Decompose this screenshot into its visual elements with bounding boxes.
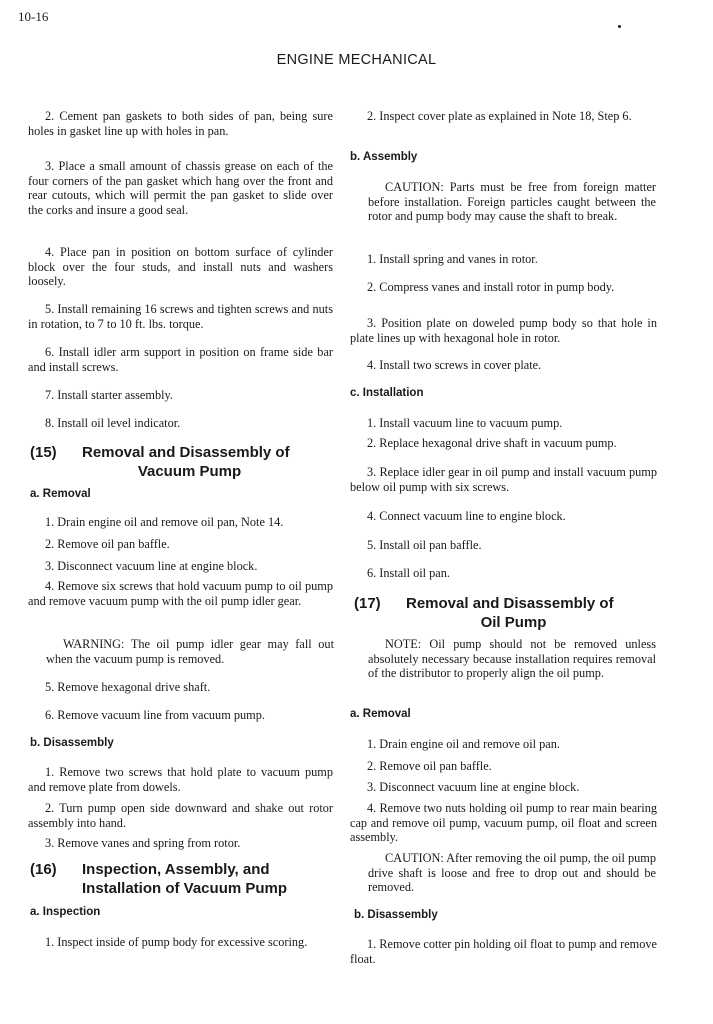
section-title-line2: Installation of Vacuum Pump [82,880,288,897]
paragraph: 1. Remove cotter pin holding oil float to pump and remove float. [350,937,657,966]
paragraph: 4. Place pan in position on bottom surface of cylinder block over the four studs, and install nuts and washers loosely. [28,245,333,289]
paragraph: 4. Install two screws in cover plate. [367,358,542,372]
section-heading-15 [30,443,297,481]
page-title: ENGINE MECHANICAL [276,52,437,68]
section-number: (15) [30,444,57,461]
paragraph: 1. Drain engine oil and remove oil pan. [367,737,560,751]
paragraph: 1. Install spring and vanes in rotor. [367,252,538,266]
speck [618,25,621,28]
paragraph: 4. Remove six screws that hold vacuum pump to oil pump and remove vacuum pump with the oil pump idler gear. [28,579,333,608]
section-heading-16 [30,860,287,898]
paragraph: 3. Replace idler gear in oil pump and install vacuum pump below oil pump with six screws. [350,465,657,494]
section-title-line1: Inspection, Assembly, and [82,861,270,878]
paragraph: 5. Install remaining 16 screws and tighten screws and nuts in rotation, to 7 to 10 ft. lbs. torque. [28,302,333,331]
subheading: a. Removal [350,708,411,720]
paragraph: 4. Connect vacuum line to engine block. [367,509,566,523]
paragraph: 6. Install oil pan. [367,566,450,580]
subheading: b. Disassembly [354,909,438,921]
section-title-line1: Removal and Disassembly of [406,595,614,612]
subheading: a. Removal [30,488,91,500]
section-title-line2: Vacuum Pump [137,463,242,480]
section-heading-17 [354,594,621,632]
section-number: (16) [30,861,57,878]
paragraph: 6. Install idler arm support in position on frame side bar and install screws. [28,345,333,374]
note-text: NOTE: Oil pump should not be removed unless absolutely necessary because installation requires removal of the distributor to properly align the oil pump. [368,637,656,681]
paragraph: 3. Remove vanes and spring from rotor. [45,836,241,850]
subheading: a. Inspection [30,906,101,918]
paragraph: 1. Remove two screws that hold plate to vacuum pump and remove plate from dowels. [28,765,333,794]
paragraph: 8. Install oil level indicator. [45,416,181,430]
paragraph: 2. Inspect cover plate as explained in Note 18, Step 6. [367,109,632,123]
paragraph: 2. Replace hexagonal drive shaft in vacuum pump. [367,436,617,450]
paragraph: 6. Remove vacuum line from vacuum pump. [45,708,265,722]
paragraph: 2. Turn pump open side downward and shake out rotor assembly into hand. [28,801,333,830]
paragraph: 2. Compress vanes and install rotor in pump body. [367,280,615,294]
paragraph: 3. Position plate on doweled pump body so that hole in plate lines up with hexagonal hole in rotor. [350,316,657,345]
paragraph: 1. Install vacuum line to vacuum pump. [367,416,563,430]
paragraph: 2. Cement pan gaskets to both sides of pan, being sure holes in gasket line up with holes in pan. [28,109,333,138]
paragraph: 3. Place a small amount of chassis grease on each of the four corners of the pan gasket which hang over the front and rear cutouts, which will permit the pan gasket to slide over the corks and insure a good seal. [28,159,333,217]
paragraph: 4. Remove two nuts holding oil pump to rear main bearing cap and remove oil pump, vacuum pump, oil float and screen assembly. [350,801,657,845]
caution-note [350,180,656,224]
warning-note [28,637,334,666]
paragraph: 1. Inspect inside of pump body for excessive scoring. [45,935,308,949]
caution-text: CAUTION: After removing the oil pump, the oil pump drive shaft is loose and free to drop out and should be removed. [368,851,656,895]
subheading: b. Assembly [350,151,418,163]
section-number: (17) [354,595,381,612]
warning-text: WARNING: The oil pump idler gear may fall out when the vacuum pump is removed. [46,637,334,666]
section-title-line1: Removal and Disassembly of [82,444,290,461]
paragraph: 7. Install starter assembly. [45,388,173,402]
subheading: b. Disassembly [30,737,114,749]
paragraph: 3. Disconnect vacuum line at engine block. [45,559,258,573]
note [350,637,656,681]
section-title-line2: Oil Pump [480,614,547,631]
paragraph: 5. Remove hexagonal drive shaft. [45,680,211,694]
caution-text: CAUTION: Parts must be free from foreign matter before installation. Foreign particles caught between the rotor and pump body may cause the shaft to break. [368,180,656,224]
paragraph: 3. Disconnect vacuum line at engine block. [367,780,580,794]
paragraph: 2. Remove oil pan baffle. [45,537,170,551]
caution-note [350,851,656,895]
paragraph: 1. Drain engine oil and remove oil pan, Note 14. [45,515,284,529]
subheading: c. Installation [350,387,424,399]
paragraph: 5. Install oil pan baffle. [367,538,482,552]
paragraph: 2. Remove oil pan baffle. [367,759,492,773]
page-number: 10-16 [18,9,49,24]
